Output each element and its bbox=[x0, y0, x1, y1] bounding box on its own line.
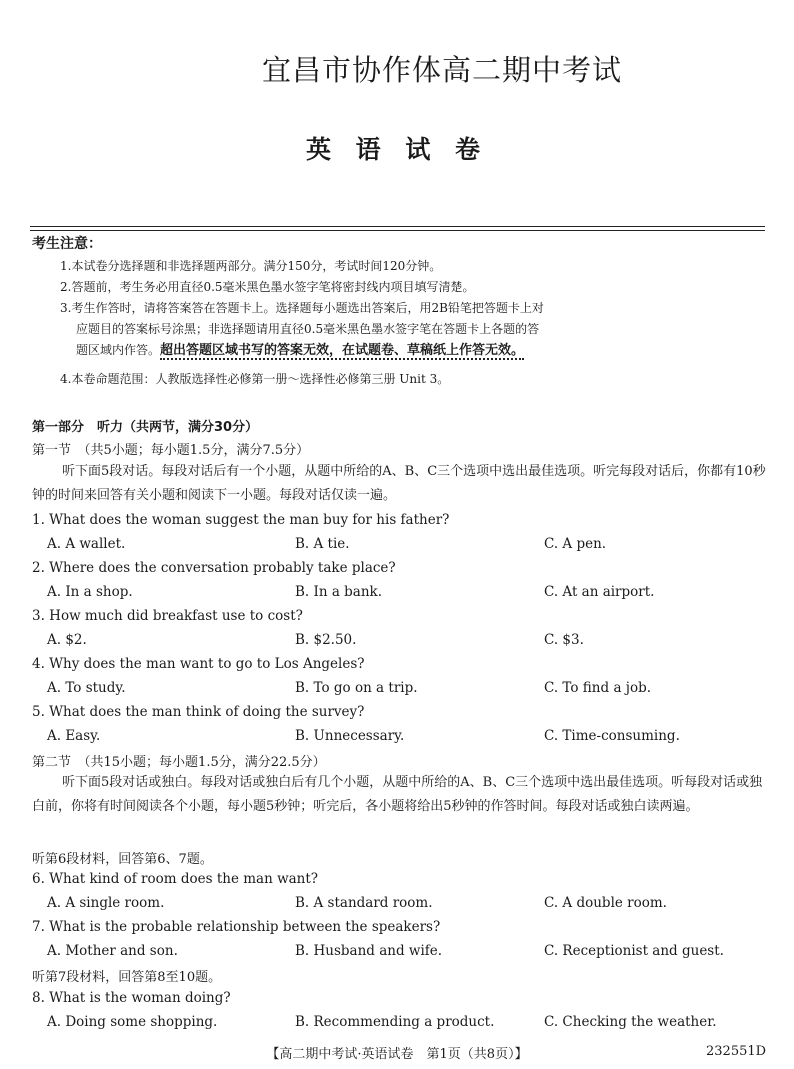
section1-instruction: 听下面5段对话。每段对话后有一个小题，从题中所给的A、B、C三个选项中选出最佳选项。听完每段对话后，你都有10秒钟的时间来回答有关小题和阅读下一小题。每段对话仅读一遍。 bbox=[32, 464, 766, 503]
option-c: C. Receptionist and guest. bbox=[544, 943, 724, 959]
notice-item: 4.本卷命题范围：人教版选择性必修第一册～选择性必修第三册 Unit 3。 bbox=[60, 372, 450, 386]
option-c: C. $3. bbox=[544, 632, 584, 648]
notice-item bbox=[76, 342, 776, 359]
paper-subtitle: 英 语 试 卷 bbox=[305, 135, 489, 164]
question-1: 1. What does the woman suggest the man buy for his father? bbox=[32, 512, 450, 528]
notice-item: 应题目的答案标号涂黑；非选择题请用直径0.5毫米黑色墨水签字笔在答题卡上各题的答 bbox=[76, 322, 540, 336]
option-b: B. Recommending a product. bbox=[295, 1014, 495, 1030]
option-c: C. A double room. bbox=[544, 895, 667, 911]
option-a: A. A single room. bbox=[47, 895, 165, 911]
exam-title: 宜昌市协作体高二期中考试 bbox=[261, 53, 622, 87]
option-a: A. To study. bbox=[47, 680, 126, 696]
material-6-note: 听第6段材料，回答第6、7题。 bbox=[32, 852, 213, 867]
question-8: 8. What is the woman doing? bbox=[32, 990, 231, 1006]
option-b: B. $2.50. bbox=[295, 632, 357, 648]
part1-heading: 第一部分 听力（共两节，满分30分） bbox=[32, 420, 259, 435]
notice-item: 1.本试卷分选择题和非选择题两部分。满分150分，考试时间120分钟。 bbox=[60, 259, 442, 273]
header-divider-thick bbox=[30, 226, 765, 227]
page-footer: 【高二期中考试·英语试卷 第1页（共8页）】 bbox=[266, 1047, 528, 1062]
option-c: C. At an airport. bbox=[544, 584, 655, 600]
question-3: 3. How much did breakfast use to cost? bbox=[32, 608, 303, 624]
option-b: B. To go on a trip. bbox=[295, 680, 418, 696]
option-c: C. A pen. bbox=[544, 536, 607, 552]
option-a: A. In a shop. bbox=[47, 584, 133, 600]
notice-item: 2.答题前，考生务必用直径0.5毫米黑色墨水签字笔将密封线内项目填写清楚。 bbox=[60, 280, 475, 294]
section2-instruction: 听下面5段对话或独白。每段对话或独白后有几个小题，从题中所给的A、B、C三个选项中选出最佳选项。听每段对话或独白前，你将有时间阅读各个小题，每小题5秒钟；听完后，各小题将给出5秒钟的作答时间。每段对话或独白读两遍。 bbox=[32, 775, 763, 814]
material-7-note: 听第7段材料，回答第8至10题。 bbox=[32, 970, 222, 985]
option-b: B. A standard room. bbox=[295, 895, 433, 911]
option-a: A. A wallet. bbox=[47, 536, 126, 552]
option-a: A. $2. bbox=[47, 632, 87, 648]
option-b: B. Unnecessary. bbox=[295, 728, 405, 744]
option-a: A. Mother and son. bbox=[47, 943, 178, 959]
option-c: C. Time-consuming. bbox=[544, 728, 680, 744]
question-2: 2. Where does the conversation probably take place? bbox=[32, 560, 396, 576]
question-5: 5. What does the man think of doing the survey? bbox=[32, 704, 365, 720]
paper-code: 232551D bbox=[706, 1044, 767, 1059]
question-4: 4. Why does the man want to go to Los Angeles? bbox=[32, 656, 365, 672]
option-a: A. Easy. bbox=[47, 728, 101, 744]
section2-heading: 第二节 （共15小题；每小题1.5分，满分22.5分） bbox=[32, 755, 326, 770]
option-c: C. Checking the weather. bbox=[544, 1014, 717, 1030]
question-7: 7. What is the probable relationship between the speakers? bbox=[32, 919, 441, 935]
notice-item: 3.考生作答时，请将答案答在答题卡上。选择题每小题选出答案后，用2B铅笔把答题卡上对 bbox=[60, 301, 544, 315]
option-b: B. Husband and wife. bbox=[295, 943, 443, 959]
question-6: 6. What kind of room does the man want? bbox=[32, 871, 319, 887]
notice-item-text: 题区域内作答。 bbox=[76, 343, 161, 357]
option-a: A. Doing some shopping. bbox=[47, 1014, 218, 1030]
notice-emphasis: 超出答题区域书写的答案无效，在试题卷、草稿纸上作答无效。 bbox=[160, 343, 525, 358]
notice-heading: 考生注意： bbox=[32, 236, 102, 252]
option-c: C. To find a job. bbox=[544, 680, 652, 696]
option-b: B. In a bank. bbox=[295, 584, 383, 600]
option-b: B. A tie. bbox=[295, 536, 350, 552]
section1-heading: 第一节 （共5小题；每小题1.5分，满分7.5分） bbox=[32, 443, 310, 458]
header-divider-thin bbox=[30, 230, 765, 231]
